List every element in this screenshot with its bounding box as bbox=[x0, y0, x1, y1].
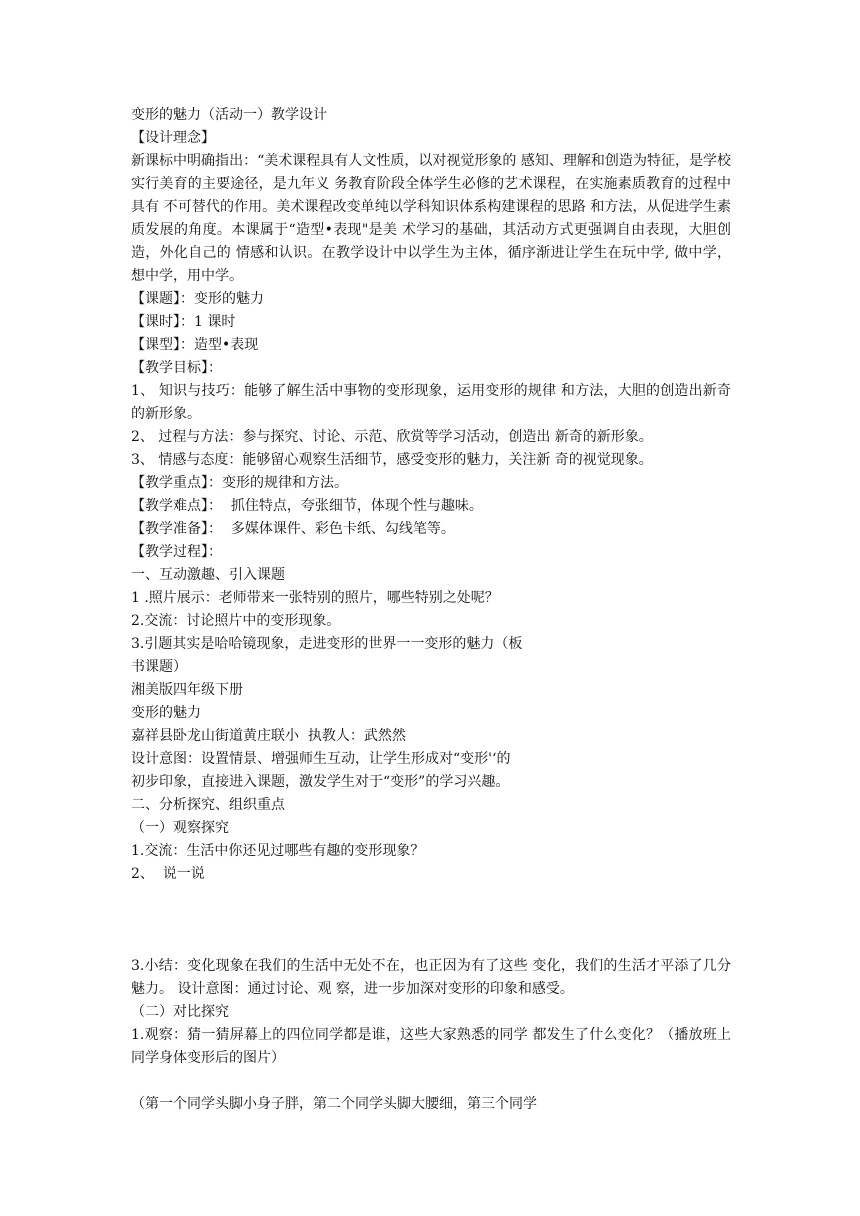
subsection-1-heading: （一）观察探究 bbox=[131, 820, 229, 836]
design-concept-paragraph: 新课标中明确指出：“美术课程具有人文性质，以对视觉形象的 感知、理解和创造为特征，是学校实行美育的主要途径，是九年义 务教育阶段全体学生必修的艺术课程，在实施素质教育的过程中具有 不可替代的作用。美术课程改变单纯以学科知识体系构建课程的思路 和方法，从促进学生素质发展的角度。本课属于“造型•表现"是美 术学习的基础，其活动方式更强调自由表现，大胆创造，外化自己的 情感和认识。在教学设计中以学生为主体，循序渐进让学生在玩中学, 做中学，想中学，用中学。 bbox=[131, 153, 731, 284]
section-1-item-1: 1 .照片展示：老师带来一张特别的照片，哪些特别之处呢？ bbox=[131, 590, 499, 606]
preparation-line: 【教学准备】： 多媒体课件、彩色卡纸、勾线笔等。 bbox=[131, 521, 455, 537]
lesson-name-line: 变形的魅力 bbox=[131, 705, 201, 721]
process-heading: 【教学过程】： bbox=[131, 544, 222, 560]
subsection-2-item-2: （第一个同学头脚小身子胖，第二个同学头脚大腰细，第三个同学 bbox=[131, 1096, 537, 1112]
school-teacher-line: 嘉祥县卧龙山街道黄庄联小 执教人：武然然 bbox=[131, 728, 406, 744]
subsection-1-item-1: 1.交流：生活中你还见过哪些有趣的变形现象？ bbox=[131, 843, 425, 859]
goal-3: 3、 情感与态度：能够留心观察生活细节，感受变形的魅力，关注新 奇的视觉现象。 bbox=[131, 452, 653, 468]
section-1-item-3-line-1: 3.引题其实是哈哈镜现象，走进变形的世界一一变形的魅力（板 bbox=[131, 636, 523, 652]
section-1-item-3-line-2: 书课题） bbox=[131, 659, 187, 675]
goal-2: 2、 过程与方法：参与探究、讨论、示范、欣赏等学习活动，创造出 新奇的新形象。 bbox=[131, 429, 653, 445]
topic-line: 【课题】：变形的魅力 bbox=[131, 291, 264, 307]
document-body bbox=[131, 104, 731, 1116]
subsection-2-item-1: 1.观察：猜一猜屏幕上的四位同学都是谁，这些大家熟悉的同学 都发生了什么变化？（播放班上同学身体变形后的图片） bbox=[131, 1027, 731, 1066]
subsection-1-item-2: 2、 说一说 bbox=[131, 866, 205, 882]
subsection-1-item-3: 3.小结：变化现象在我们的生活中无处不在，也正因为有了这些 变化，我们的生活才平添了几分魅力。 设计意图：通过讨论、观 察，进一步加深对变形的印象和感受。 bbox=[131, 958, 731, 997]
goals-heading: 【教学目标】： bbox=[131, 360, 222, 376]
textbook-line: 湘美版四年级下册 bbox=[131, 682, 243, 698]
key-point-line: 【教学重点】：变形的规律和方法。 bbox=[131, 475, 348, 491]
blank-line bbox=[131, 1070, 731, 1093]
document-title: 变形的魅力（活动一）教学设计 bbox=[131, 107, 327, 123]
difficulty-line: 【教学难点】： 抓住特点，夸张细节，体现个性与趣味。 bbox=[131, 498, 483, 514]
design-concept-heading: 【设计理念】 bbox=[131, 130, 215, 146]
blank-space bbox=[131, 886, 731, 955]
goal-1: 1、 知识与技巧：能够了解生活中事物的变形现象，运用变形的规律 和方法，大胆的创造出新奇的新形象。 bbox=[131, 383, 731, 422]
subsection-2-heading: （二）对比探究 bbox=[131, 1004, 229, 1020]
lesson-type-line: 【课型】：造型•表现 bbox=[131, 337, 259, 353]
intent-1-line-2: 初步印象，直接进入课题，激发学生对于“变形”的学习兴趣。 bbox=[131, 774, 510, 790]
hours-line: 【课时】：1 课时 bbox=[131, 314, 236, 330]
section-1-item-2: 2.交流：讨论照片中的变形现象。 bbox=[131, 613, 341, 629]
section-1-heading: 一、互动激趣、引入课题 bbox=[131, 567, 285, 583]
section-2-heading: 二、分析探究、组织重点 bbox=[131, 797, 285, 813]
intent-1-line-1: 设计意图：设置情景、增强师生互动，让学生形成对“变形'‘的 bbox=[131, 751, 511, 767]
